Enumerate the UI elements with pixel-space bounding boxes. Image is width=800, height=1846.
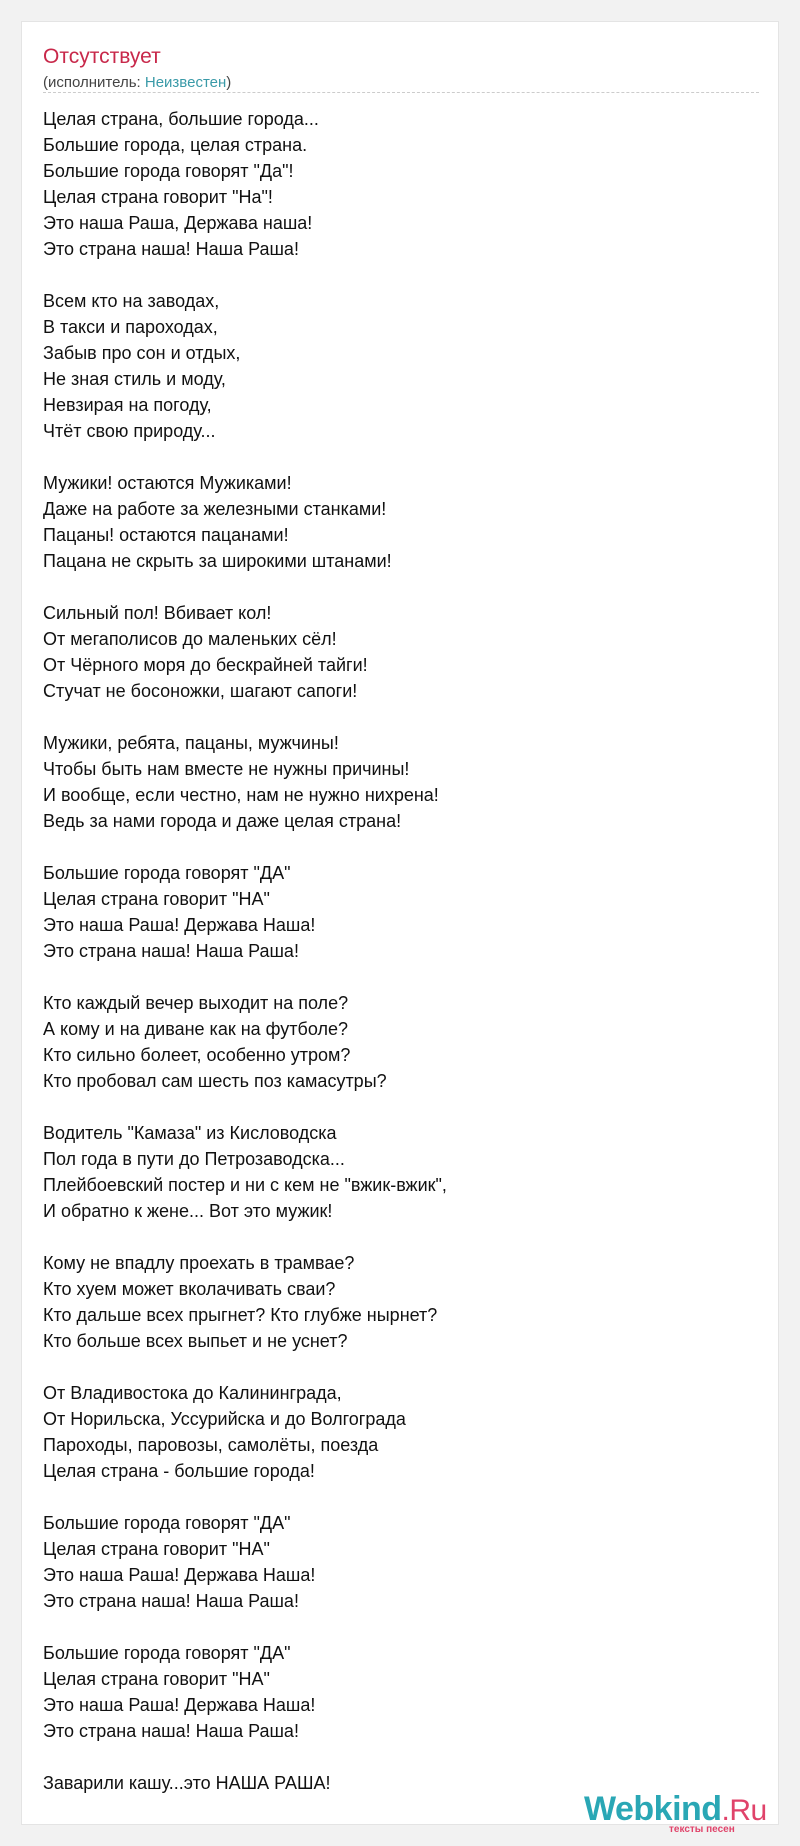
lyrics-line: Это страна наша! Наша Раша!	[43, 239, 299, 259]
logo-tagline: тексты песен	[669, 1824, 735, 1835]
lyrics-stanza	[43, 1510, 759, 1614]
lyrics-line: А кому и на диване как на футболе?	[43, 1019, 348, 1039]
lyrics-stanza	[43, 1640, 759, 1744]
lyrics-line: Целая страна, большие города...	[43, 109, 319, 129]
lyrics-stanza	[43, 1380, 759, 1484]
lyrics-line: И вообще, если честно, нам не нужно нихрена!	[43, 785, 439, 805]
lyrics-line: Заварили кашу...это НАША РАША!	[43, 1773, 331, 1793]
lyrics-stanza	[43, 470, 759, 574]
lyrics-stanza	[43, 730, 759, 834]
lyrics-line: Это наша Раша! Держава Наша!	[43, 1565, 316, 1585]
lyrics-line: Это наша Раша! Держава Наша!	[43, 1695, 316, 1715]
lyrics-line: От Норильска, Уссурийска и до Волгограда	[43, 1409, 406, 1429]
lyrics-line: Кто каждый вечер выходит на поле?	[43, 993, 349, 1013]
lyrics-line: Целая страна говорит "НА"	[43, 1539, 270, 1559]
lyrics-line: От Чёрного моря до бескрайней тайги!	[43, 655, 368, 675]
lyrics-line: Целая страна говорит "НА"	[43, 1669, 270, 1689]
artist-suffix: )	[226, 74, 232, 91]
lyrics-line: Это наша Раша, Держава наша!	[43, 213, 313, 233]
lyrics-line: Сильный пол! Вбивает кол!	[43, 603, 272, 623]
lyrics-line: Кому не впадлу проехать в трамвае?	[43, 1253, 355, 1273]
lyrics-line: Кто дальше всех прыгнет? Кто глубже нырнет?	[43, 1305, 438, 1325]
lyrics-line: Пацаны! остаются пацанами!	[43, 525, 289, 545]
lyrics-line: Плейбоевский постер и ни с кем не "вжик-вжик",	[43, 1175, 447, 1195]
lyrics-line: Не зная стиль и моду,	[43, 369, 226, 389]
lyrics-line: Забыв про сон и отдых,	[43, 343, 241, 363]
lyrics-line: Это наша Раша! Держава Наша!	[43, 915, 316, 935]
lyrics-line: И обратно к жене... Вот это мужик!	[43, 1201, 333, 1221]
lyrics-stanza	[43, 1250, 759, 1354]
lyrics-stanza	[43, 600, 759, 704]
lyrics-line: Даже на работе за железными станками!	[43, 499, 387, 519]
lyrics-line: Кто хуем может вколачивать сваи?	[43, 1279, 336, 1299]
lyrics-line: Пацана не скрыть за широкими штанами!	[43, 551, 392, 571]
lyrics-line: Целая страна - большие города!	[43, 1461, 315, 1481]
lyrics-line: Кто сильно болеет, особенно утром?	[43, 1045, 351, 1065]
lyrics-line: Целая страна говорит "На"!	[43, 187, 273, 207]
lyrics-line: Кто пробовал сам шесть поз камасутры?	[43, 1071, 387, 1091]
lyrics-text	[43, 106, 759, 1822]
site-logo[interactable]	[584, 1790, 784, 1834]
lyrics-stanza	[43, 288, 759, 444]
lyrics-line: Мужики, ребята, пацаны, мужчины!	[43, 733, 339, 753]
artist-prefix: (исполнитель:	[43, 74, 145, 91]
logo-name: Webkind	[584, 1790, 722, 1828]
lyrics-line: Большие города, целая страна.	[43, 135, 308, 155]
lyrics-line: Пол года в пути до Петрозаводска...	[43, 1149, 345, 1169]
lyrics-stanza	[43, 1120, 759, 1224]
lyrics-line: Мужики! остаются Мужиками!	[43, 473, 292, 493]
lyrics-stanza	[43, 106, 759, 262]
lyrics-stanza	[43, 860, 759, 964]
lyrics-line: Большие города говорят "ДА"	[43, 863, 291, 883]
lyrics-line: Невзирая на погоду,	[43, 395, 212, 415]
lyrics-line: Большие города говорят "Да"!	[43, 161, 294, 181]
lyrics-line: От мегаполисов до маленьких сёл!	[43, 629, 337, 649]
lyrics-card	[21, 21, 779, 1835]
lyrics-line: Большие города говорят "ДА"	[43, 1513, 291, 1533]
lyrics-line: Всем кто на заводах,	[43, 291, 220, 311]
lyrics-line: Чтёт свою природу...	[43, 421, 216, 441]
lyrics-line: Чтобы быть нам вместе не нужны причины!	[43, 759, 410, 779]
lyrics-line: Целая страна говорит "НА"	[43, 889, 270, 909]
artist-link[interactable]: Неизвестен	[144, 74, 227, 91]
lyrics-line: Это страна наша! Наша Раша!	[43, 1591, 299, 1611]
lyrics-line: Большие города говорят "ДА"	[43, 1643, 291, 1663]
header-divider	[43, 92, 759, 93]
lyrics-line: Пароходы, паровозы, самолёты, поезда	[43, 1435, 379, 1455]
lyrics-line: Это страна наша! Наша Раша!	[43, 1721, 299, 1741]
artist-line	[43, 74, 231, 92]
song-title: Отсутствует	[43, 45, 161, 68]
lyrics-line: Кто больше всех выпьет и не уснет?	[43, 1331, 348, 1351]
lyrics-line: От Владивостока до Калининграда,	[43, 1383, 342, 1403]
lyrics-line: В такси и пароходах,	[43, 317, 218, 337]
lyrics-line: Стучат не босоножки, шагают сапоги!	[43, 681, 358, 701]
lyrics-line: Ведь за нами города и даже целая страна!	[43, 811, 402, 831]
lyrics-stanza	[43, 990, 759, 1094]
logo-tld: .Ru	[721, 1794, 767, 1827]
lyrics-line: Водитель "Камаза" из Кисловодска	[43, 1123, 337, 1143]
lyrics-line: Это страна наша! Наша Раша!	[43, 941, 299, 961]
